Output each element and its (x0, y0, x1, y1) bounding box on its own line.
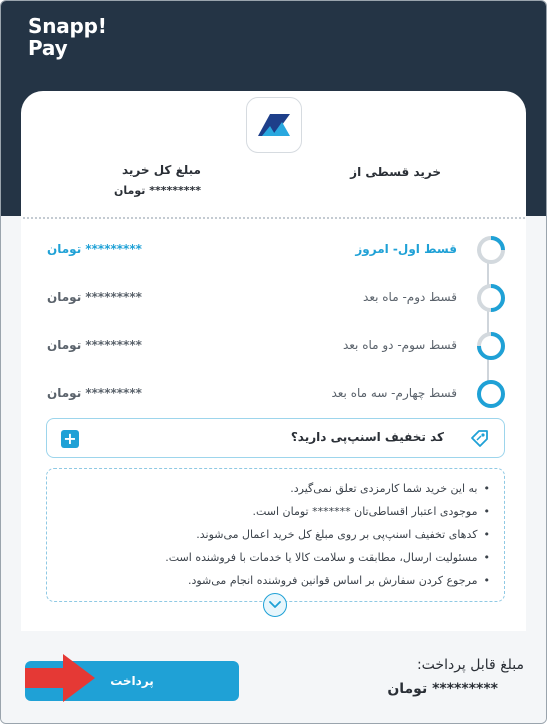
pointer-arrow-icon (25, 652, 97, 704)
list-item: • مسئولیت ارسال، مطابقت و سلامت کالا یا خدمات با فروشنده است. (61, 546, 490, 569)
divider (23, 217, 525, 219)
merchant-logo-icon (246, 97, 302, 153)
discount-tag-icon (470, 429, 490, 449)
timeline-line (487, 251, 489, 393)
progress-ring-icon (475, 330, 507, 362)
logo-line-1: Snapp! (28, 14, 107, 38)
installment-row-2 (23, 282, 523, 318)
discount-code-toggle[interactable] (46, 418, 505, 458)
payable-amount: ********* تومان (387, 681, 498, 697)
purchase-from-label: خرید قسطی از (350, 165, 441, 179)
installment-row-3 (23, 330, 523, 366)
payable-label: مبلغ قابل پرداخت: (416, 657, 524, 673)
installment-title: قسط چهارم- سه ماه بعد (331, 386, 457, 400)
list-item: • کدهای تخفیف اسنپ‌پی بر روی مبلغ کل خرید اعمال می‌شوند. (61, 523, 490, 546)
installment-row-1 (23, 234, 523, 270)
total-label: مبلغ کل خرید (121, 163, 201, 177)
chevron-down-icon (269, 601, 281, 609)
installment-amount: ********* تومان (47, 290, 142, 304)
installment-amount: ********* تومان (47, 338, 142, 352)
installment-title: قسط اول- امروز (355, 242, 457, 256)
logo-line-2: Pay (28, 36, 68, 60)
pay-button[interactable]: پرداخت (25, 661, 239, 701)
installment-row-4 (23, 378, 523, 414)
add-discount-button[interactable]: + (61, 430, 79, 448)
progress-ring-icon (475, 282, 507, 314)
installment-title: قسط سوم- دو ماه بعد (342, 338, 457, 352)
total-summary (91, 163, 201, 197)
progress-ring-icon (475, 378, 507, 410)
progress-ring-icon (475, 234, 507, 266)
payment-footer (1, 633, 547, 724)
installment-amount: ********* تومان (47, 386, 142, 400)
list-item: • موجودی اعتبار اقساطی‌تان ******* تومان است. (61, 500, 490, 523)
notes-list (61, 477, 490, 592)
list-item: • به این خرید شما کارمزدی تعلق نمی‌گیرد. (61, 477, 490, 500)
expand-notes-button[interactable] (263, 593, 287, 617)
list-item: • مرجوع کردن سفارش بر اساس قوانین فروشنده انجام می‌شود. (61, 569, 490, 592)
snapp-pay-logo (28, 15, 107, 59)
discount-label: کد تخفیف اسنپ‌پی دارید؟ (290, 430, 444, 444)
terms-notes (46, 468, 505, 602)
installment-title: قسط دوم- ماه بعد (363, 290, 457, 304)
installment-amount: ********* تومان (47, 242, 142, 256)
total-amount: ********* تومان (114, 184, 201, 197)
